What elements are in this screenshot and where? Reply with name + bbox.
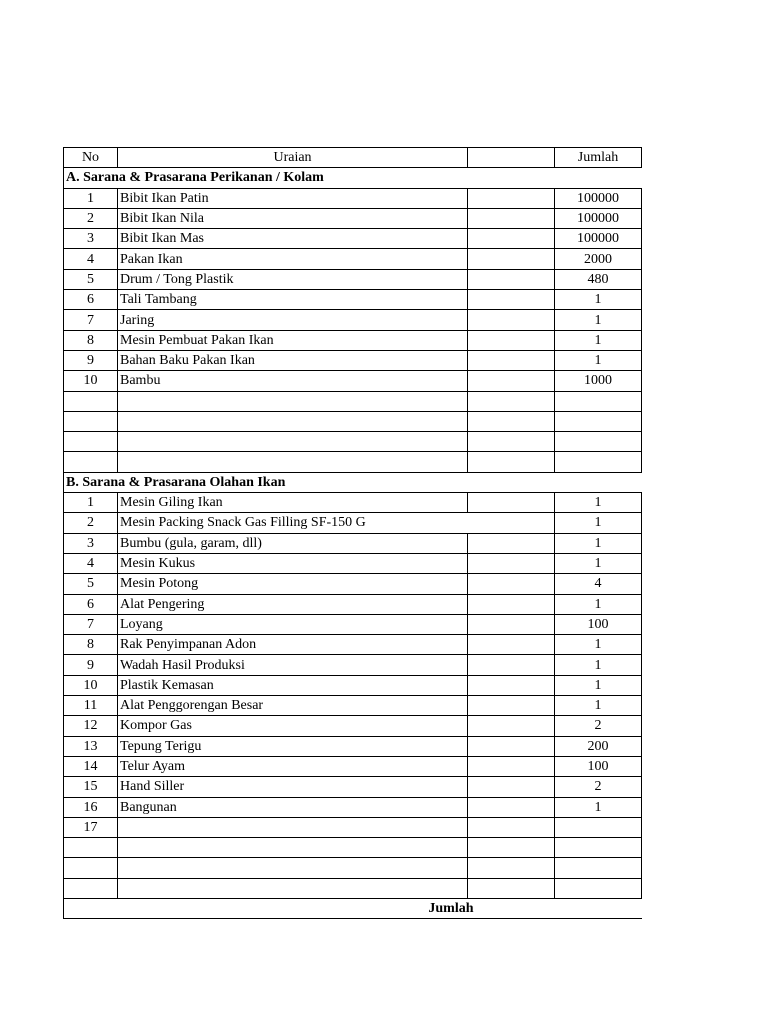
cell-no: 1 — [64, 493, 118, 513]
header-no: No — [64, 148, 118, 168]
cell-uraian: Alat Pengering — [118, 594, 468, 614]
section-title-row — [64, 472, 642, 492]
table-row — [64, 716, 642, 736]
cell-blank — [468, 452, 555, 472]
cell-jumlah: 1 — [555, 553, 642, 573]
table-row — [64, 330, 642, 350]
table-row — [64, 594, 642, 614]
cell-no: 2 — [64, 208, 118, 228]
cell-uraian: Mesin Kukus — [118, 553, 468, 573]
cell-jumlah: 1 — [555, 696, 642, 716]
cell-blank — [468, 574, 555, 594]
cell-jumlah — [555, 411, 642, 431]
table-row — [64, 208, 642, 228]
cell-no: 3 — [64, 229, 118, 249]
cell-uraian: Bangunan — [118, 797, 468, 817]
cell-no: 12 — [64, 716, 118, 736]
cell-no — [64, 858, 118, 878]
cell-uraian — [118, 391, 468, 411]
cell-jumlah: 1 — [555, 290, 642, 310]
total-label: Jumlah — [64, 898, 642, 918]
cell-jumlah: 1 — [555, 635, 642, 655]
table-row — [64, 696, 642, 716]
cell-jumlah: 4 — [555, 574, 642, 594]
cell-uraian: Mesin Potong — [118, 574, 468, 594]
cell-blank — [468, 655, 555, 675]
cell-jumlah: 1 — [555, 310, 642, 330]
table-row — [64, 371, 642, 391]
cell-blank — [468, 411, 555, 431]
cell-no: 5 — [64, 574, 118, 594]
cell-jumlah: 100000 — [555, 208, 642, 228]
cell-jumlah: 480 — [555, 269, 642, 289]
cell-uraian: Mesin Giling Ikan — [118, 493, 468, 513]
table-row — [64, 411, 642, 431]
cell-uraian: Alat Penggorengan Besar — [118, 696, 468, 716]
cell-uraian — [118, 838, 468, 858]
cell-jumlah: 1000 — [555, 371, 642, 391]
cell-jumlah — [555, 858, 642, 878]
table-row — [64, 188, 642, 208]
cell-blank — [468, 249, 555, 269]
table-row — [64, 858, 642, 878]
cell-uraian — [118, 858, 468, 878]
cell-blank — [468, 208, 555, 228]
cell-blank — [468, 310, 555, 330]
table-row — [64, 838, 642, 858]
cell-blank — [468, 736, 555, 756]
cell-blank — [468, 513, 555, 533]
items-table — [63, 147, 642, 919]
cell-uraian: Bahan Baku Pakan Ikan — [118, 350, 468, 370]
cell-jumlah — [555, 432, 642, 452]
items-table-body — [64, 148, 642, 919]
cell-jumlah: 2 — [555, 777, 642, 797]
cell-uraian: Bumbu (gula, garam, dll) — [118, 533, 468, 553]
cell-blank — [468, 797, 555, 817]
table-row — [64, 675, 642, 695]
cell-blank — [468, 553, 555, 573]
cell-jumlah: 2 — [555, 716, 642, 736]
table-row — [64, 391, 642, 411]
cell-no: 13 — [64, 736, 118, 756]
cell-no — [64, 432, 118, 452]
cell-jumlah — [555, 878, 642, 898]
cell-jumlah — [555, 391, 642, 411]
cell-jumlah: 1 — [555, 533, 642, 553]
cell-blank — [468, 858, 555, 878]
table-row — [64, 777, 642, 797]
cell-no: 7 — [64, 310, 118, 330]
table-header-row — [64, 148, 642, 168]
cell-uraian: Kompor Gas — [118, 716, 468, 736]
cell-no — [64, 411, 118, 431]
table-row — [64, 452, 642, 472]
table-row — [64, 533, 642, 553]
cell-no: 10 — [64, 371, 118, 391]
cell-jumlah — [555, 452, 642, 472]
cell-blank — [468, 716, 555, 736]
table-row — [64, 229, 642, 249]
header-jumlah: Jumlah — [555, 148, 642, 168]
cell-uraian: Mesin Packing Snack Gas Filling SF-150 G — [118, 513, 468, 533]
total-row — [64, 898, 642, 918]
cell-jumlah: 1 — [555, 675, 642, 695]
cell-no — [64, 838, 118, 858]
cell-no: 17 — [64, 817, 118, 837]
cell-uraian: Hand Siller — [118, 777, 468, 797]
cell-blank — [468, 432, 555, 452]
table-row — [64, 249, 642, 269]
cell-no: 11 — [64, 696, 118, 716]
cell-blank — [468, 696, 555, 716]
cell-blank — [468, 675, 555, 695]
cell-blank — [468, 756, 555, 776]
cell-uraian — [118, 817, 468, 837]
table-row — [64, 553, 642, 573]
table-row — [64, 736, 642, 756]
cell-uraian: Bambu — [118, 371, 468, 391]
table-row — [64, 614, 642, 634]
cell-blank — [468, 594, 555, 614]
cell-uraian: Tepung Terigu — [118, 736, 468, 756]
cell-no: 15 — [64, 777, 118, 797]
table-row — [64, 635, 642, 655]
cell-blank — [468, 493, 555, 513]
cell-blank — [468, 330, 555, 350]
cell-blank — [468, 391, 555, 411]
cell-blank — [468, 229, 555, 249]
cell-jumlah: 1 — [555, 797, 642, 817]
cell-uraian: Pakan Ikan — [118, 249, 468, 269]
table-row — [64, 310, 642, 330]
table-row — [64, 574, 642, 594]
cell-jumlah: 100000 — [555, 229, 642, 249]
cell-no: 3 — [64, 533, 118, 553]
cell-uraian: Drum / Tong Plastik — [118, 269, 468, 289]
cell-uraian: Bibit Ikan Nila — [118, 208, 468, 228]
cell-jumlah: 1 — [555, 655, 642, 675]
cell-jumlah: 1 — [555, 350, 642, 370]
header-blank — [468, 148, 555, 168]
cell-uraian: Loyang — [118, 614, 468, 634]
cell-uraian: Jaring — [118, 310, 468, 330]
cell-uraian: Mesin Pembuat Pakan Ikan — [118, 330, 468, 350]
cell-jumlah: 100 — [555, 756, 642, 776]
cell-no: 8 — [64, 330, 118, 350]
cell-blank — [468, 290, 555, 310]
section-title: B. Sarana & Prasarana Olahan Ikan — [64, 472, 642, 492]
cell-jumlah — [555, 838, 642, 858]
table-row — [64, 269, 642, 289]
cell-blank — [468, 878, 555, 898]
cell-no: 6 — [64, 290, 118, 310]
cell-jumlah: 1 — [555, 330, 642, 350]
cell-no: 5 — [64, 269, 118, 289]
cell-no: 9 — [64, 350, 118, 370]
cell-no: 16 — [64, 797, 118, 817]
cell-blank — [468, 777, 555, 797]
cell-uraian — [118, 452, 468, 472]
cell-no: 1 — [64, 188, 118, 208]
cell-no: 2 — [64, 513, 118, 533]
cell-jumlah: 100000 — [555, 188, 642, 208]
table-row — [64, 493, 642, 513]
cell-no: 4 — [64, 249, 118, 269]
cell-jumlah: 1 — [555, 493, 642, 513]
cell-no: 8 — [64, 635, 118, 655]
cell-blank — [468, 635, 555, 655]
cell-uraian: Tali Tambang — [118, 290, 468, 310]
cell-uraian: Rak Penyimpanan Adon — [118, 635, 468, 655]
table-row — [64, 756, 642, 776]
cell-jumlah: 200 — [555, 736, 642, 756]
cell-uraian: Plastik Kemasan — [118, 675, 468, 695]
cell-blank — [468, 817, 555, 837]
cell-uraian: Telur Ayam — [118, 756, 468, 776]
cell-jumlah — [555, 817, 642, 837]
cell-blank — [468, 350, 555, 370]
table-row — [64, 350, 642, 370]
cell-jumlah: 1 — [555, 594, 642, 614]
cell-blank — [468, 269, 555, 289]
section-title: A. Sarana & Prasarana Perikanan / Kolam — [64, 168, 642, 188]
cell-uraian: Bibit Ikan Patin — [118, 188, 468, 208]
header-uraian: Uraian — [118, 148, 468, 168]
cell-jumlah: 100 — [555, 614, 642, 634]
table-row — [64, 817, 642, 837]
table-row — [64, 878, 642, 898]
cell-no: 10 — [64, 675, 118, 695]
section-title-row — [64, 168, 642, 188]
cell-uraian — [118, 432, 468, 452]
cell-no: 6 — [64, 594, 118, 614]
table-row — [64, 290, 642, 310]
cell-uraian: Bibit Ikan Mas — [118, 229, 468, 249]
cell-uraian — [118, 411, 468, 431]
cell-blank — [468, 533, 555, 553]
table-row — [64, 513, 642, 533]
cell-no: 4 — [64, 553, 118, 573]
table-row — [64, 432, 642, 452]
cell-blank — [468, 614, 555, 634]
cell-blank — [468, 188, 555, 208]
cell-no — [64, 878, 118, 898]
cell-no: 14 — [64, 756, 118, 776]
cell-blank — [468, 371, 555, 391]
cell-no — [64, 391, 118, 411]
cell-no: 7 — [64, 614, 118, 634]
cell-uraian: Wadah Hasil Produksi — [118, 655, 468, 675]
cell-uraian — [118, 878, 468, 898]
table-row — [64, 797, 642, 817]
cell-jumlah: 1 — [555, 513, 642, 533]
cell-no — [64, 452, 118, 472]
cell-blank — [468, 838, 555, 858]
cell-jumlah: 2000 — [555, 249, 642, 269]
cell-no: 9 — [64, 655, 118, 675]
table-row — [64, 655, 642, 675]
